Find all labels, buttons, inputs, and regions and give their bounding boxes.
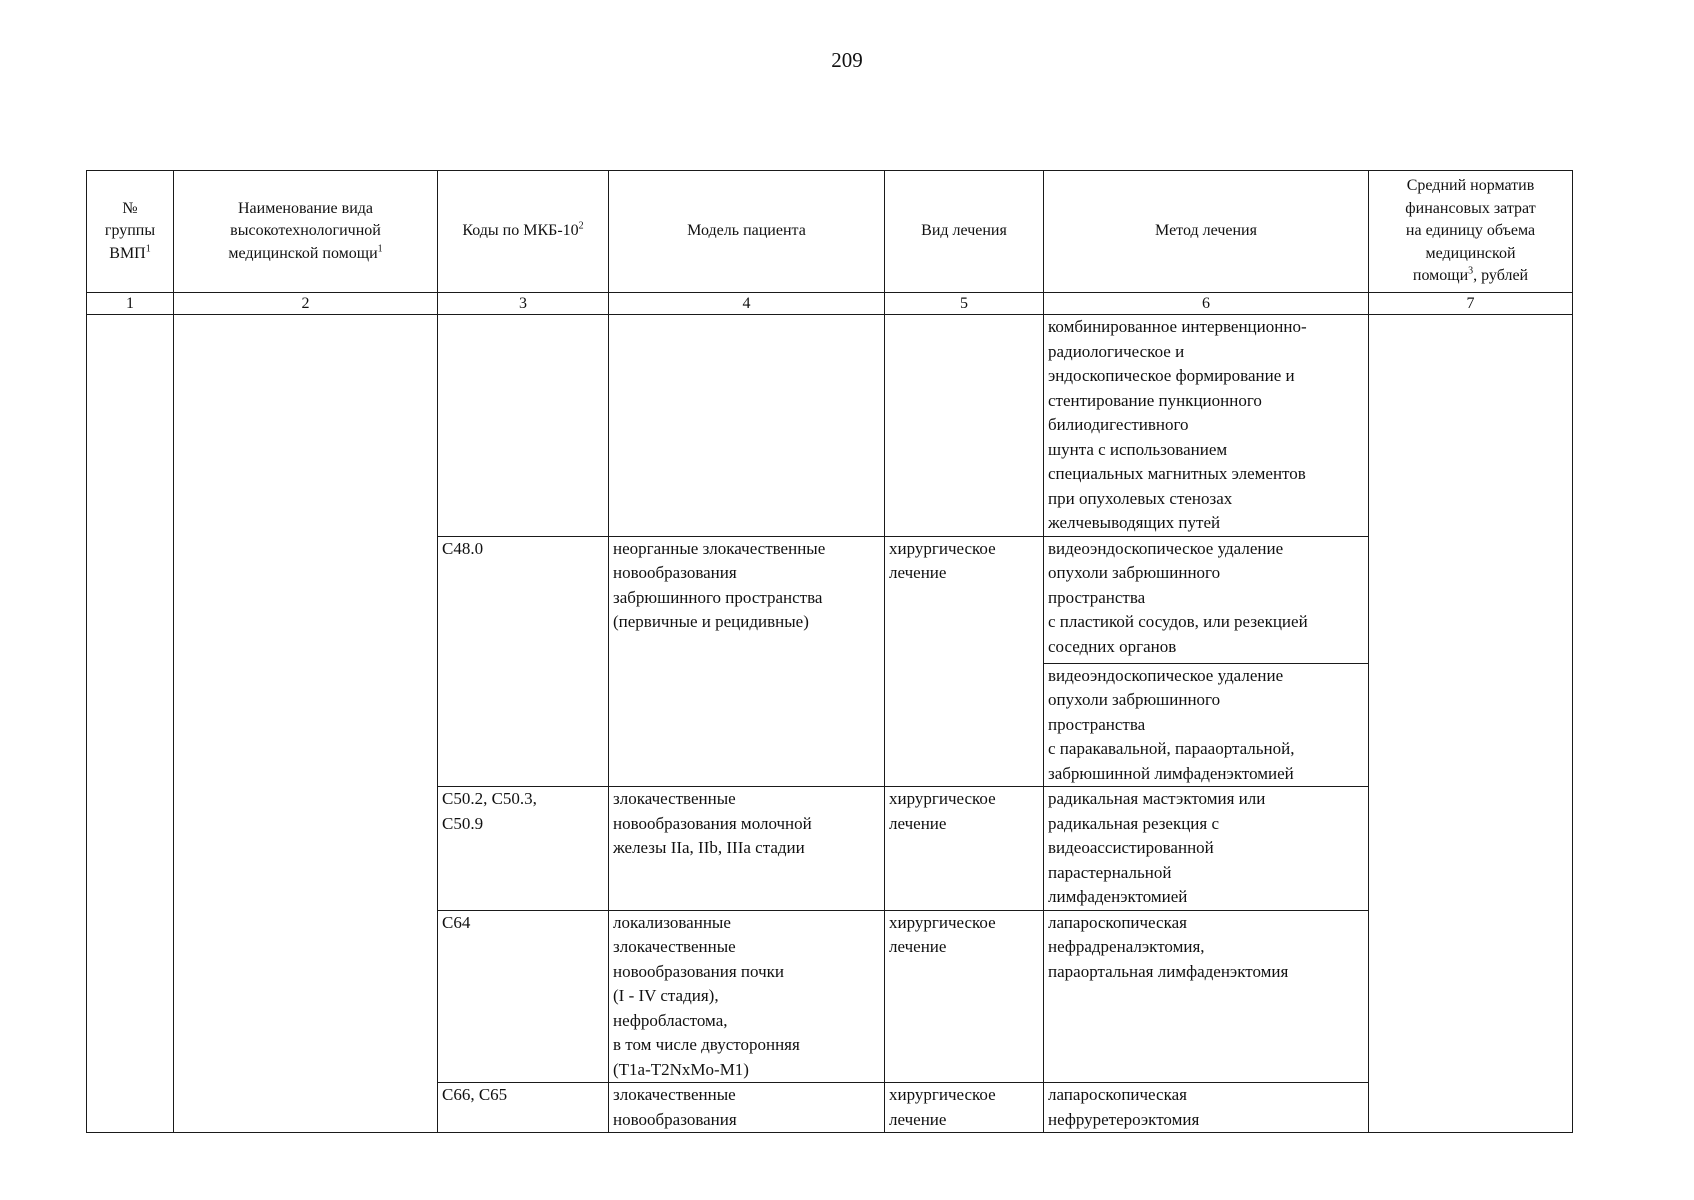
patient-model-cell: злокачественные новообразования молочной железы IIa, IIb, IIIa стадии: [609, 787, 885, 911]
header-patient-model: Модель пациента: [609, 171, 885, 293]
column-number: 3: [438, 293, 609, 315]
icd-code-cell: C48.0: [438, 536, 609, 787]
treatment-method-cell: видеоэндоскопическое удаление опухоли забрюшинного пространства с паракавальной, парааортальной, забрюшинной лимфаденэктомией: [1044, 663, 1369, 787]
treatment-type-cell: [885, 315, 1044, 537]
column-number: 2: [174, 293, 438, 315]
treatment-method-cell: лапароскопическая нефруретероэктомия: [1044, 1083, 1369, 1133]
header-group-number: № группы ВМП$^1$: [87, 171, 174, 293]
table-row: [87, 315, 1573, 537]
icd-code-cell: [438, 315, 609, 537]
column-number: 1: [87, 293, 174, 315]
care-type-cell: [174, 315, 438, 1133]
treatment-type-cell: хирургическое лечение: [885, 1083, 1044, 1133]
medical-care-table: [86, 170, 1573, 1133]
icd-code-cell: C50.2, C50.3, C50.9: [438, 787, 609, 911]
patient-model-cell: локализованные злокачественные новообразования почки (I - IV стадия), нефробластома, в том числе двусторонняя (T1a-T2NxMo-M1): [609, 910, 885, 1083]
treatment-method-cell: комбинированное интервенционно- радиологическое и эндоскопическое формирование и стентирование пункционного билиодигестивного шунта с использованием специальных магнитных элементов при опухолевых стенозах желчевыводящих путей: [1044, 315, 1369, 537]
treatment-method-cell: лапароскопическая нефрадреналэктомия, параортальная лимфаденэктомия: [1044, 910, 1369, 1083]
treatment-type-cell: хирургическое лечение: [885, 536, 1044, 787]
page-number: 209: [831, 48, 863, 72]
group-number-cell: [87, 315, 174, 1133]
treatment-type-cell: хирургическое лечение: [885, 910, 1044, 1083]
patient-model-cell: [609, 315, 885, 537]
header-icd-codes: Коды по МКБ-$10^2$: [438, 171, 609, 293]
icd-code-cell: C66, C65: [438, 1083, 609, 1133]
patient-model-cell: злокачественные новообразования: [609, 1083, 885, 1133]
header-care-type: Наименование вида высокотехнологичной медицинской помощи$^1$: [174, 171, 438, 293]
header-treatment-type: Вид лечения: [885, 171, 1044, 293]
column-numbers-row: [87, 293, 1573, 315]
column-number: 7: [1369, 293, 1573, 315]
column-number: 5: [885, 293, 1044, 315]
cost-norm-cell: [1369, 315, 1573, 1133]
treatment-method-cell: радикальная мастэктомия или радикальная резекция с видеоассистированной парастернальной лимфаденэктомией: [1044, 787, 1369, 911]
treatment-type-cell: хирургическое лечение: [885, 787, 1044, 911]
icd-code-cell: C64: [438, 910, 609, 1083]
column-number: 6: [1044, 293, 1369, 315]
treatment-method-cell: видеоэндоскопическое удаление опухоли забрюшинного пространства с пластикой сосудов, или резекцией соседних органов: [1044, 536, 1369, 663]
patient-model-cell: неорганные злокачественные новообразования забрюшинного пространства (первичные и рецидивные): [609, 536, 885, 787]
header-row: [87, 171, 1573, 293]
header-cost-norm: Средний норматив финансовых затрат на единицу объема медицинской помощи$^3$, рублей: [1369, 171, 1573, 293]
column-number: 4: [609, 293, 885, 315]
header-treatment-method: Метод лечения: [1044, 171, 1369, 293]
